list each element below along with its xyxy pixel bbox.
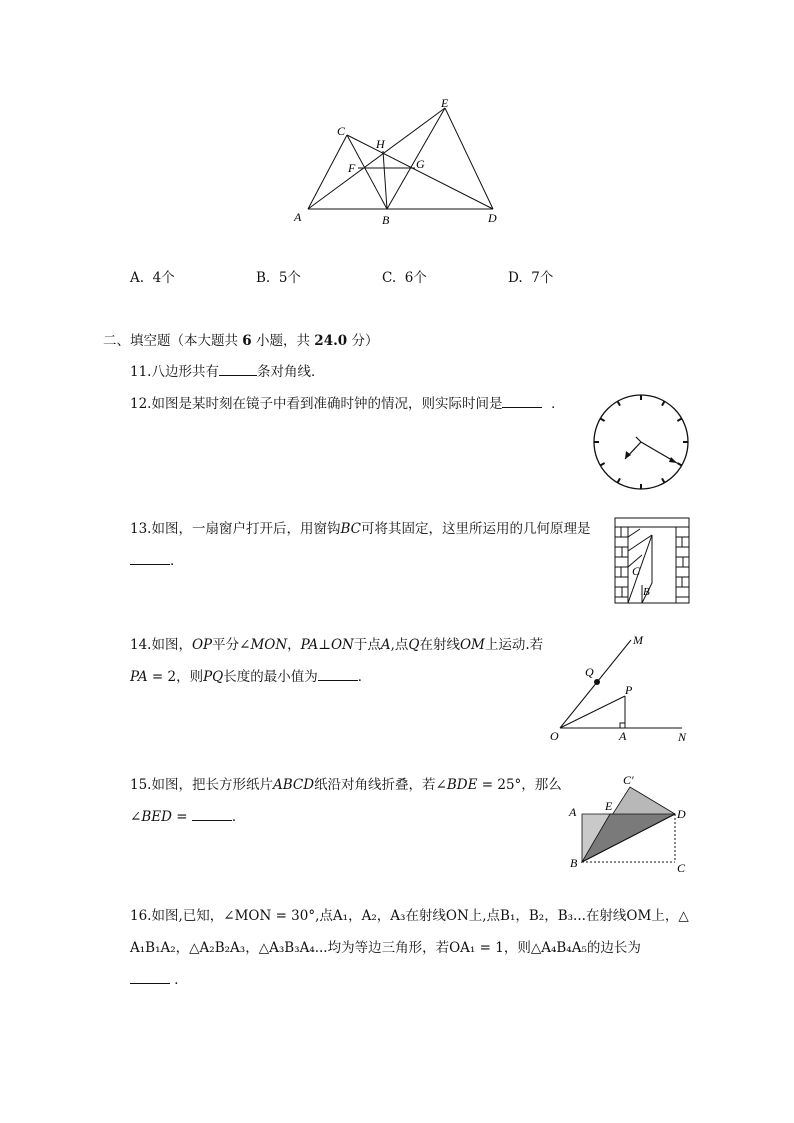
question-12: 12.如图是某时刻在镜子中看到准确时钟的情况，则实际时间是 ． xyxy=(130,396,565,412)
question-15: 15.如图，把长方形纸片ABCD纸沿对角线折叠，若∠BDE = 25°，那么 xyxy=(130,777,562,793)
option-c[interactable]: C. 6个 xyxy=(382,270,427,286)
clock-tick xyxy=(618,478,621,482)
answer-blank[interactable] xyxy=(192,808,232,821)
question-11: 11.八边形共有 条对角线． xyxy=(130,364,325,380)
fold-figure xyxy=(565,772,695,878)
label-E: E xyxy=(441,96,449,110)
question-14: 14.如图，OP平分∠MON，PA⊥ON于点A,点Q在射线OM上运动.若 xyxy=(130,637,544,653)
clock-tick xyxy=(662,478,665,482)
label-D: D xyxy=(677,807,686,821)
clock-tick xyxy=(618,401,621,405)
option-d[interactable]: D. 7个 xyxy=(508,270,554,286)
window-figure xyxy=(612,515,692,607)
clock-tick xyxy=(677,419,681,422)
label-B: B xyxy=(643,586,650,598)
label-A: A xyxy=(294,210,302,224)
question-15-line2: ∠BED = ． xyxy=(130,809,246,825)
section-title: 二、填空题（本大题共 6 小题，共 24.0 分） xyxy=(103,333,379,349)
label-P: P xyxy=(625,683,633,697)
clock-figure xyxy=(590,393,694,493)
answer-blank[interactable] xyxy=(502,395,542,408)
label-C: C xyxy=(337,124,346,138)
label-D: D xyxy=(488,211,497,225)
clock-tick xyxy=(600,419,604,422)
label-O: O xyxy=(550,729,559,743)
label-C: C xyxy=(677,861,686,875)
label-A: A xyxy=(569,805,577,819)
label-E: E xyxy=(605,799,613,813)
question-14-line2: PA = 2，则PQ长度的最小值为 ． xyxy=(130,669,372,685)
label-B: B xyxy=(382,213,390,227)
question-16: 16.如图,已知，∠MON = 30°,点A₁，A₂，A₃在射线ON上,点B₁，B₂，B₃...在射线OM上，△ xyxy=(130,908,689,924)
answer-blank[interactable] xyxy=(130,971,170,984)
clock-tick xyxy=(662,401,665,405)
question-13: 13.如图，一扇窗户打开后，用窗钩BC可将其固定，这里所运用的几何原理是 xyxy=(130,521,591,537)
clock-tick xyxy=(677,463,681,466)
label-C: C xyxy=(632,564,641,578)
triangle-figure xyxy=(290,95,510,230)
question-16-line2: A₁B₁A₂，△A₂B₂A₃，△A₃B₃A₄...均为等边三角形，若OA₁ = 1，则△A₄B₄A₅的边长为 xyxy=(130,940,641,956)
label-B: B xyxy=(570,856,578,870)
option-a[interactable]: A. 4个 xyxy=(130,270,175,286)
question-13-line2: ． xyxy=(130,549,184,569)
label-A: A xyxy=(619,729,627,743)
clock-tick xyxy=(600,463,604,466)
answer-blank[interactable] xyxy=(219,363,257,376)
label-M: M xyxy=(633,633,643,647)
label-Q: Q xyxy=(585,665,594,679)
label-H: H xyxy=(376,137,385,151)
answer-blank[interactable] xyxy=(130,552,170,565)
label-F: F xyxy=(348,161,356,175)
label-N: N xyxy=(678,730,687,744)
question-16-line3: ． xyxy=(130,968,188,988)
label-C-prime: C′ xyxy=(623,773,634,787)
label-G: G xyxy=(416,157,425,171)
answer-blank[interactable] xyxy=(318,668,358,681)
angle-figure xyxy=(545,628,695,746)
option-b[interactable]: B. 5个 xyxy=(256,270,301,286)
